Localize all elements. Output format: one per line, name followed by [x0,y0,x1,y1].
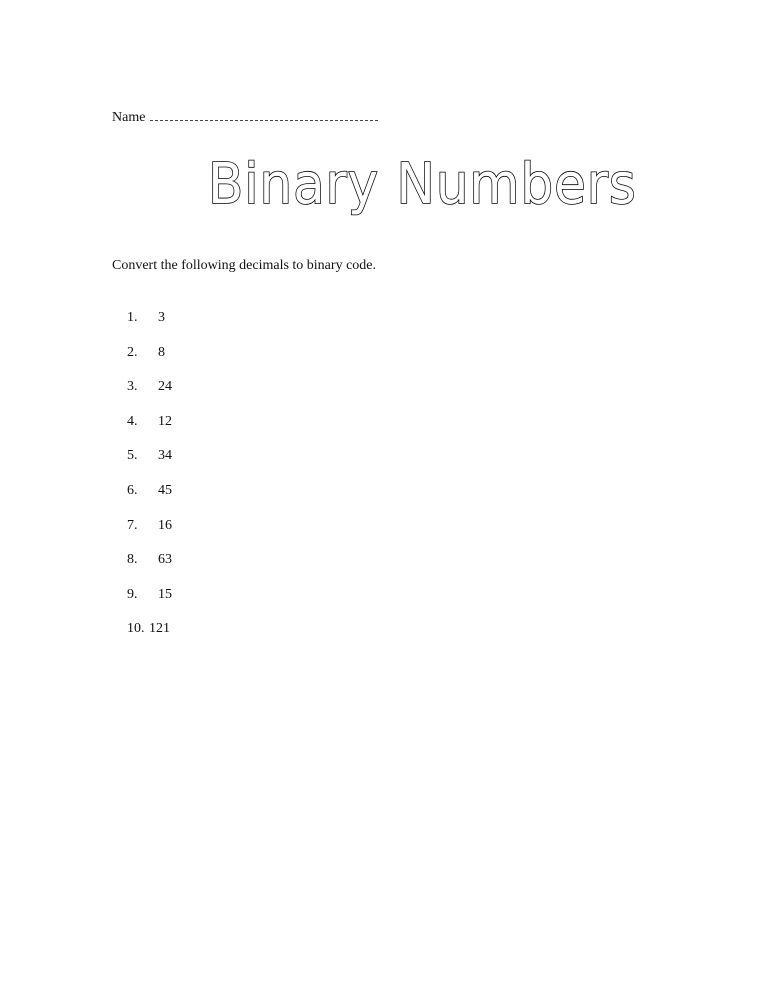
problem-item [126,447,172,482]
problem-number: 10. [127,621,145,637]
problem-item [126,378,172,413]
problem-value: 24 [158,379,172,395]
problem-item [126,551,172,586]
problem-value: 3 [158,310,165,325]
problem-list [126,309,172,655]
problem-value: 121 [149,621,170,637]
problem-item [126,482,172,517]
problem-value: 45 [158,482,172,498]
problem-number: 7. [127,517,138,533]
problem-number: 2. [127,344,138,360]
problem-number: 9. [127,586,138,602]
name-label: Name [112,110,146,125]
problem-number: 4. [127,413,138,429]
name-blank-line [150,108,378,121]
problem-item [126,344,172,379]
worksheet-title: Binary Numbers [208,152,637,217]
name-field [112,108,378,127]
problem-number: 3. [127,379,138,395]
problem-value: 16 [158,517,172,533]
problem-value: 15 [158,586,172,602]
problem-value: 8 [158,344,165,360]
instruction-text: Convert the following decimals to binary code. [112,258,376,273]
problem-number: 1. [127,310,138,325]
problem-number: 6. [127,482,138,498]
problem-item [126,586,172,621]
problem-value: 12 [158,413,172,429]
problem-value: 63 [158,552,172,568]
problem-item [126,413,172,448]
problem-number: 8. [127,552,138,568]
problem-item [126,620,172,655]
problem-value: 34 [158,448,172,464]
problem-item [126,309,172,344]
problem-item [126,517,172,552]
problem-number: 5. [127,448,138,464]
